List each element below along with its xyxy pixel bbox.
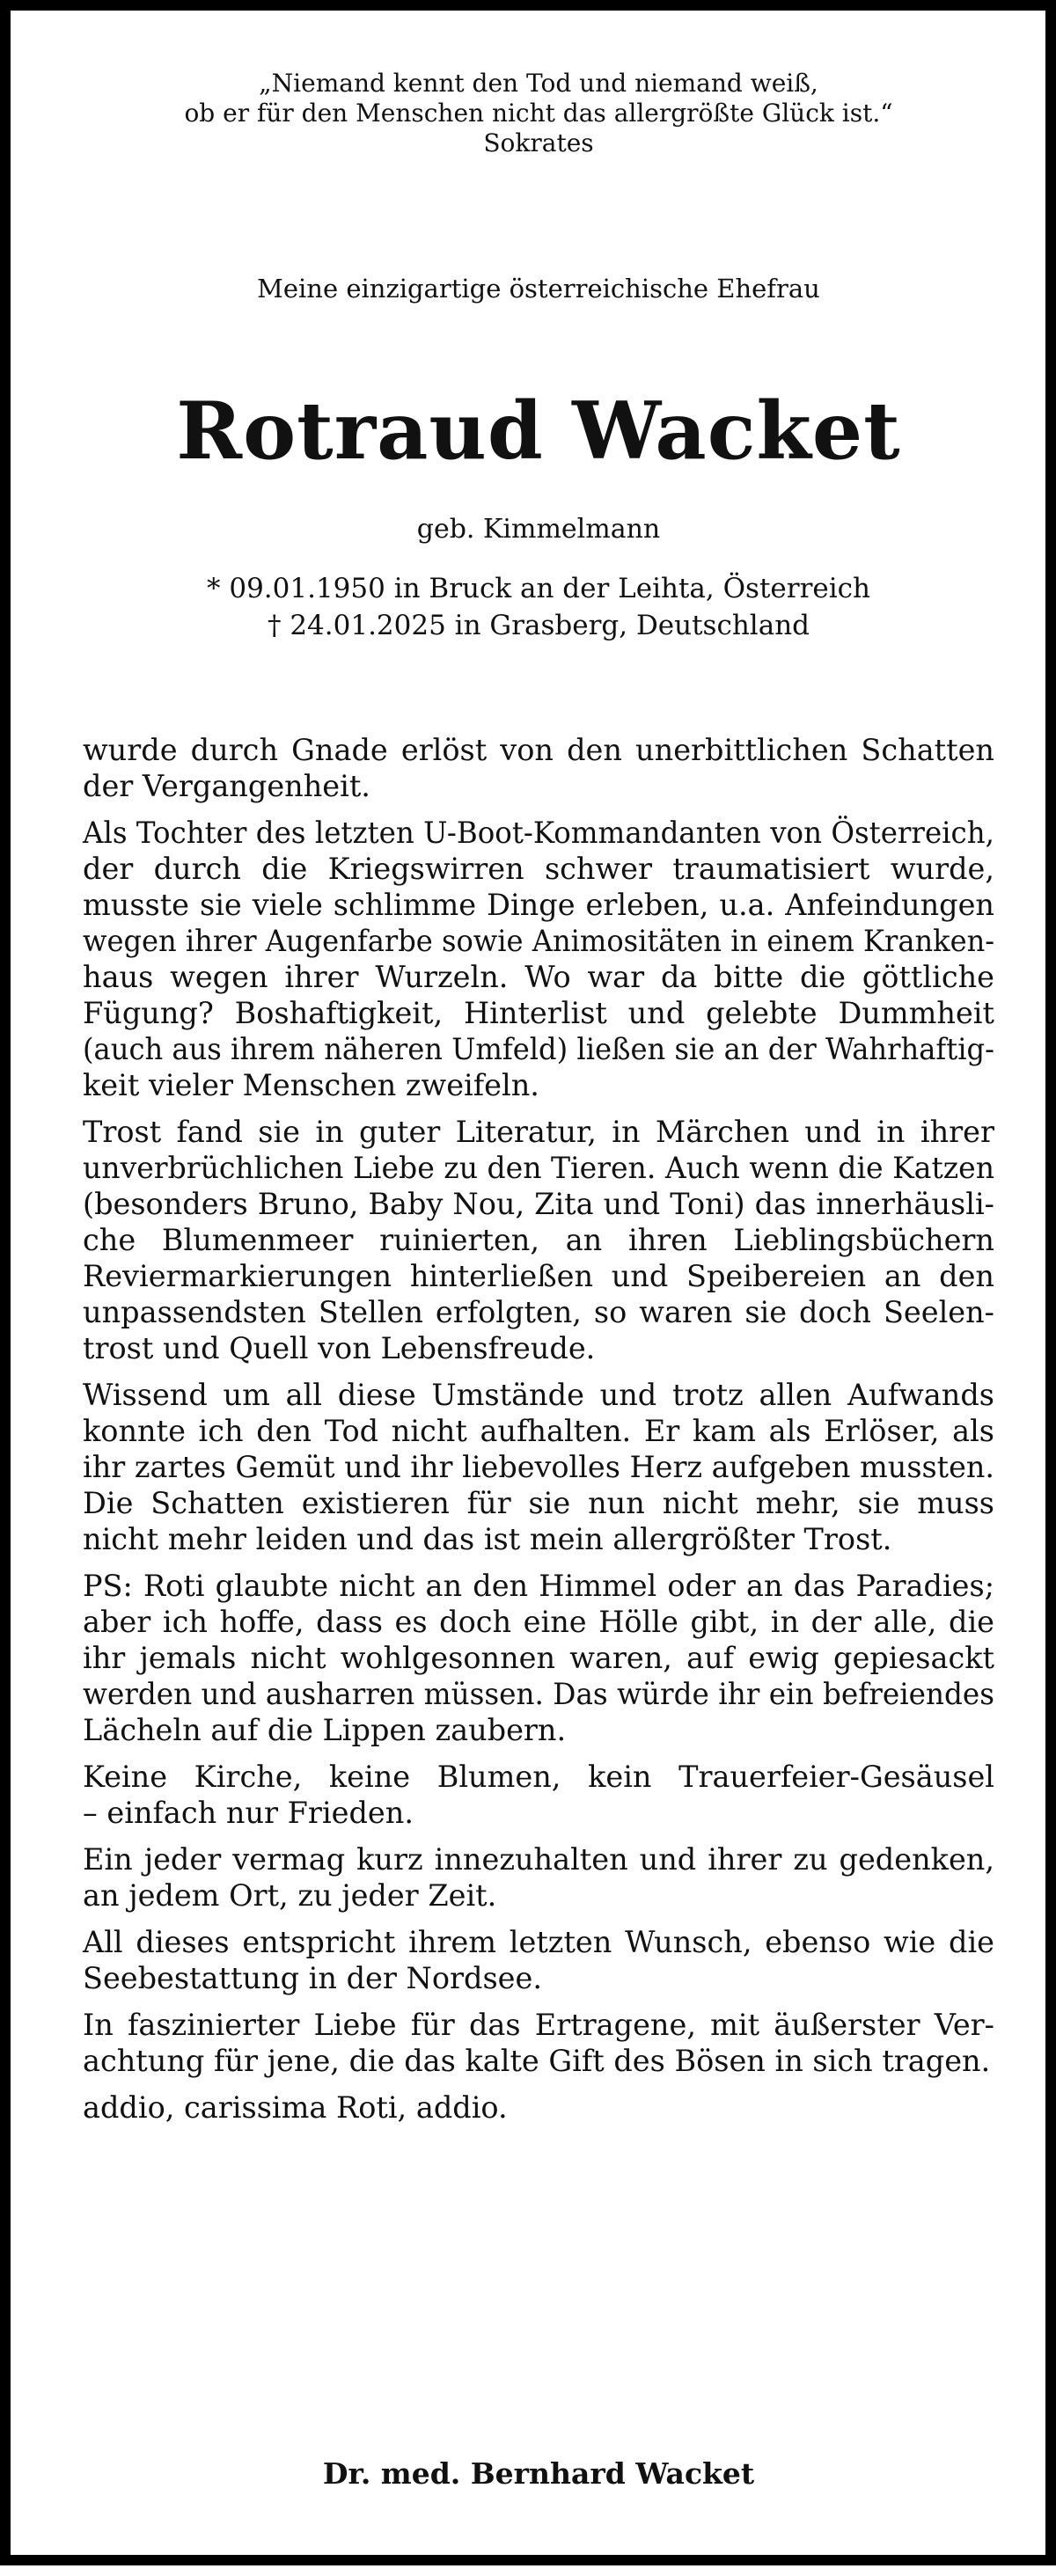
life-dates (83, 570, 994, 644)
quote-line: ob er für den Menschen nicht das allergrößte Glück ist.“ (184, 99, 893, 128)
obituary-content (83, 11, 994, 2576)
paragraph-line: ihr jemals nicht wohlgesonnen waren, auf ewig gepiesackt (83, 1641, 994, 1675)
paragraph-line: Lächeln auf die Lippen zaubern. (83, 1713, 567, 1747)
paragraph-line: Trost fand sie in guter Literatur, in Märchen und in ihrer (83, 1115, 994, 1149)
quote-author: Sokrates (483, 128, 594, 157)
paragraph-line: All dieses entspricht ihrem letzten Wunsch, ebenso wie die (83, 1925, 994, 1959)
body-paragraph (83, 732, 994, 804)
death-date: † 24.01.2025 in Grasberg, Deutschland (267, 610, 810, 641)
body-paragraph (83, 2089, 994, 2126)
paragraph-line: Ein jeder vermag kurz innezuhalten und ihrer zu gedenken, (83, 1842, 994, 1877)
paragraph-line: unpassendsten Stellen erfolgten, so waren sie doch Seelen- (83, 1295, 994, 1329)
paragraph-line: che Blumenmeer ruinierten, an ihren Lieblingsbüchern (83, 1223, 994, 1257)
paragraph-line: In faszinierter Liebe für das Ertragene, mit äußerster Ver- (83, 2008, 994, 2042)
paragraph-line: unverbrüchlichen Liebe zu den Tieren. Auch wenn die Katzen (83, 1151, 995, 1185)
body-paragraph (83, 1568, 994, 1748)
opening-quote (83, 69, 994, 158)
obituary-body (83, 732, 994, 2136)
paragraph-line: Seebestattung in der Nordsee. (83, 1961, 542, 1995)
deceased-name: Rotraud Wacket (176, 384, 901, 478)
maiden-name: geb. Kimmelmann (416, 514, 661, 545)
paragraph-line: Reviermarkierungen hinterließen und Speibereien an den (83, 1259, 994, 1293)
body-paragraph (83, 1377, 994, 1557)
paragraph-line: haus wegen ihrer Wurzeln. Wo war da bitte die göttliche (83, 960, 994, 994)
paragraph-line: – einfach nur Frieden. (83, 1796, 414, 1830)
body-paragraph (83, 1924, 994, 1996)
paragraph-line: (besonders Bruno, Baby Nou, Zita und Toni) das innerhäusli- (83, 1187, 994, 1221)
paragraph-line: achtung für jene, die das kalte Gift des Bösen in sich tragen. (83, 2044, 991, 2078)
paragraph-line: trost und Quell von Lebensfreude. (83, 1331, 596, 1365)
paragraph-line: PS: Roti glaubte nicht an den Himmel oder an das Paradies; (83, 1569, 994, 1603)
paragraph-line: werden und ausharren müssen. Das würde ihr ein befreiendes (83, 1677, 994, 1711)
paragraph-line: musste sie viele schlimme Dinge erleben, u.a. Anfeindungen (83, 888, 994, 922)
body-paragraph (83, 2007, 994, 2079)
paragraph-line: an jedem Ort, zu jeder Zeit. (83, 1878, 497, 1913)
body-paragraph (83, 815, 994, 1103)
paragraph-line: konnte ich den Tod nicht aufhalten. Er kam als Erlöser, als (83, 1414, 994, 1448)
body-paragraph (83, 1114, 994, 1366)
body-paragraph (83, 1841, 994, 1914)
quote-line: „Niemand kennt den Tod und niemand weiß, (259, 69, 818, 98)
paragraph-line: der Vergangenheit. (83, 769, 370, 803)
paragraph-line: Die Schatten existieren für sie nun nicht mehr, sie muss (83, 1486, 994, 1520)
paragraph-line: Wissend um all diese Umstände und trotz allen Aufwands (83, 1378, 994, 1412)
paragraph-line: Als Tochter des letzten U-Boot-Kommandanten von Österreich, (83, 816, 994, 850)
paragraph-line: ihr zartes Gemüt und ihr liebevolles Herz aufgeben mussten. (83, 1450, 995, 1484)
paragraph-line: Fügung? Boshaftigkeit, Hinterlist und gelebte Dummheit (83, 996, 994, 1030)
paragraph-line: keit vieler Menschen zweifeln. (83, 1068, 539, 1102)
paragraph-line: aber ich hoffe, dass es doch eine Hölle gibt, in der alle, die (83, 1605, 994, 1639)
signature: Dr. med. Bernhard Wacket (322, 2456, 755, 2491)
paragraph-line: wegen ihrer Augenfarbe sowie Animositäten in einem Kranken- (83, 924, 995, 958)
paragraph-line: Keine Kirche, keine Blumen, kein Trauerfeier-Gesäusel (83, 1760, 994, 1794)
paragraph-line: (auch aus ihrem näheren Umfeld) ließen sie an der Wahrhaftig- (83, 1032, 994, 1066)
paragraph-line: addio, carissima Roti, addio. (83, 2090, 508, 2125)
birth-date: * 09.01.1950 in Bruck an der Leihta, Österreich (207, 573, 870, 604)
body-paragraph (83, 1759, 994, 1831)
paragraph-line: nicht mehr leiden und das ist mein allergrößter Trost. (83, 1522, 892, 1556)
paragraph-line: wurde durch Gnade erlöst von den unerbittlichen Schatten (83, 733, 994, 767)
intro-line: Meine einzigartige österreichische Ehefrau (257, 274, 820, 304)
paragraph-line: der durch die Kriegswirren schwer traumatisiert wurde, (83, 852, 994, 886)
